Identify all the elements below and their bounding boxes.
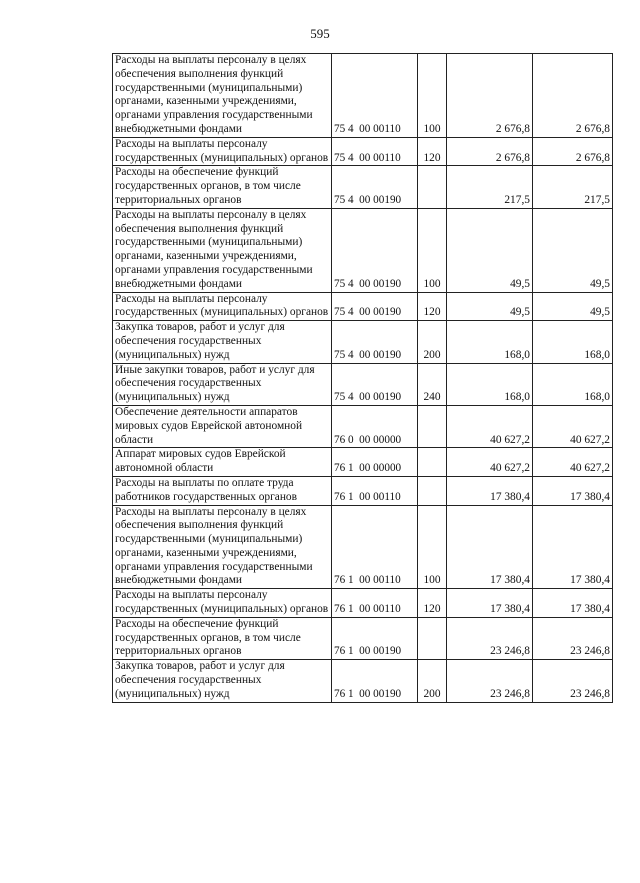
row-amount-year-2: 49,5 (533, 208, 613, 292)
budget-table (112, 53, 613, 703)
row-target-code: 76 1 00 00190 (332, 660, 418, 702)
row-expense-type: 120 (418, 137, 447, 166)
row-description: Иные закупки товаров, работ и услуг для обеспечения государственных (муниципальных) нужд (113, 363, 332, 405)
row-amount-year-2: 23 246,8 (533, 660, 613, 702)
row-target-code: 75 4 00 00190 (332, 208, 418, 292)
table-row (113, 363, 613, 405)
row-expense-type (418, 166, 447, 208)
row-expense-type: 100 (418, 505, 447, 589)
row-description: Обеспечение деятельности аппаратов мировых судов Еврейской автономной области (113, 405, 332, 447)
row-expense-type: 100 (418, 54, 447, 138)
row-description: Расходы на выплаты персоналу в целях обеспечения выполнения функций государственными (муниципальными) органами, казенными учреждениями, органами управления государственными внебюджетными фондами (113, 505, 332, 589)
row-target-code: 75 4 00 00110 (332, 137, 418, 166)
row-amount-year-1: 168,0 (447, 321, 533, 363)
row-expense-type: 100 (418, 208, 447, 292)
row-amount-year-2: 17 380,4 (533, 505, 613, 589)
row-expense-type: 120 (418, 292, 447, 321)
row-target-code: 76 1 00 00110 (332, 589, 418, 618)
table-row (113, 448, 613, 477)
table-row (113, 292, 613, 321)
row-expense-type: 200 (418, 321, 447, 363)
row-description: Расходы на выплаты по оплате труда работников государственных органов (113, 476, 332, 505)
row-description: Расходы на выплаты персоналу в целях обеспечения выполнения функций государственными (муниципальными) органами, казенными учреждениями, органами управления государственными внебюджетными фондами (113, 54, 332, 138)
row-amount-year-1: 23 246,8 (447, 660, 533, 702)
row-expense-type (418, 476, 447, 505)
row-target-code: 75 4 00 00110 (332, 54, 418, 138)
table-row (113, 54, 613, 138)
page-number: 595 (310, 26, 330, 41)
row-description: Закупка товаров, работ и услуг для обеспечения государственных (муниципальных) нужд (113, 660, 332, 702)
row-amount-year-1: 40 627,2 (447, 448, 533, 477)
row-description: Расходы на выплаты персоналу в целях обеспечения выполнения функций государственными (муниципальными) органами, казенными учреждениями, органами управления государственными внебюджетными фондами (113, 208, 332, 292)
row-amount-year-1: 49,5 (447, 208, 533, 292)
table-row (113, 617, 613, 659)
table-row (113, 589, 613, 618)
table-row (113, 476, 613, 505)
row-amount-year-2: 168,0 (533, 321, 613, 363)
row-amount-year-2: 2 676,8 (533, 137, 613, 166)
row-amount-year-1: 40 627,2 (447, 405, 533, 447)
row-expense-type: 200 (418, 660, 447, 702)
row-target-code: 76 1 00 00110 (332, 505, 418, 589)
row-description: Расходы на обеспечение функций государственных органов, в том числе территориальных органов (113, 166, 332, 208)
row-expense-type (418, 405, 447, 447)
row-amount-year-1: 17 380,4 (447, 505, 533, 589)
row-amount-year-2: 49,5 (533, 292, 613, 321)
row-target-code: 75 4 00 00190 (332, 292, 418, 321)
row-target-code: 75 4 00 00190 (332, 321, 418, 363)
row-amount-year-1: 49,5 (447, 292, 533, 321)
table-row (113, 166, 613, 208)
row-target-code: 76 1 00 00190 (332, 617, 418, 659)
row-amount-year-2: 40 627,2 (533, 448, 613, 477)
row-amount-year-1: 17 380,4 (447, 589, 533, 618)
row-target-code: 75 4 00 00190 (332, 166, 418, 208)
table-row (113, 208, 613, 292)
table-row (113, 505, 613, 589)
row-amount-year-2: 217,5 (533, 166, 613, 208)
table-row (113, 137, 613, 166)
row-expense-type: 240 (418, 363, 447, 405)
table-row (113, 660, 613, 702)
row-amount-year-1: 17 380,4 (447, 476, 533, 505)
table-row (113, 405, 613, 447)
row-description: Расходы на обеспечение функций государственных органов, в том числе территориальных органов (113, 617, 332, 659)
row-amount-year-1: 217,5 (447, 166, 533, 208)
row-description: Расходы на выплаты персоналу государственных (муниципальных) органов (113, 589, 332, 618)
budget-table-body (113, 54, 613, 703)
row-amount-year-1: 168,0 (447, 363, 533, 405)
row-amount-year-1: 2 676,8 (447, 54, 533, 138)
row-target-code: 76 1 00 00110 (332, 476, 418, 505)
row-amount-year-2: 40 627,2 (533, 405, 613, 447)
row-amount-year-2: 168,0 (533, 363, 613, 405)
row-description: Аппарат мировых судов Еврейской автономной области (113, 448, 332, 477)
row-amount-year-2: 23 246,8 (533, 617, 613, 659)
row-expense-type: 120 (418, 589, 447, 618)
row-target-code: 76 0 00 00000 (332, 405, 418, 447)
row-amount-year-1: 2 676,8 (447, 137, 533, 166)
row-description: Закупка товаров, работ и услуг для обеспечения государственных (муниципальных) нужд (113, 321, 332, 363)
row-amount-year-1: 23 246,8 (447, 617, 533, 659)
row-target-code: 76 1 00 00000 (332, 448, 418, 477)
row-amount-year-2: 17 380,4 (533, 589, 613, 618)
row-description: Расходы на выплаты персоналу государственных (муниципальных) органов (113, 292, 332, 321)
row-amount-year-2: 2 676,8 (533, 54, 613, 138)
table-row (113, 321, 613, 363)
row-expense-type (418, 448, 447, 477)
row-amount-year-2: 17 380,4 (533, 476, 613, 505)
row-expense-type (418, 617, 447, 659)
row-target-code: 75 4 00 00190 (332, 363, 418, 405)
row-description: Расходы на выплаты персоналу государственных (муниципальных) органов (113, 137, 332, 166)
